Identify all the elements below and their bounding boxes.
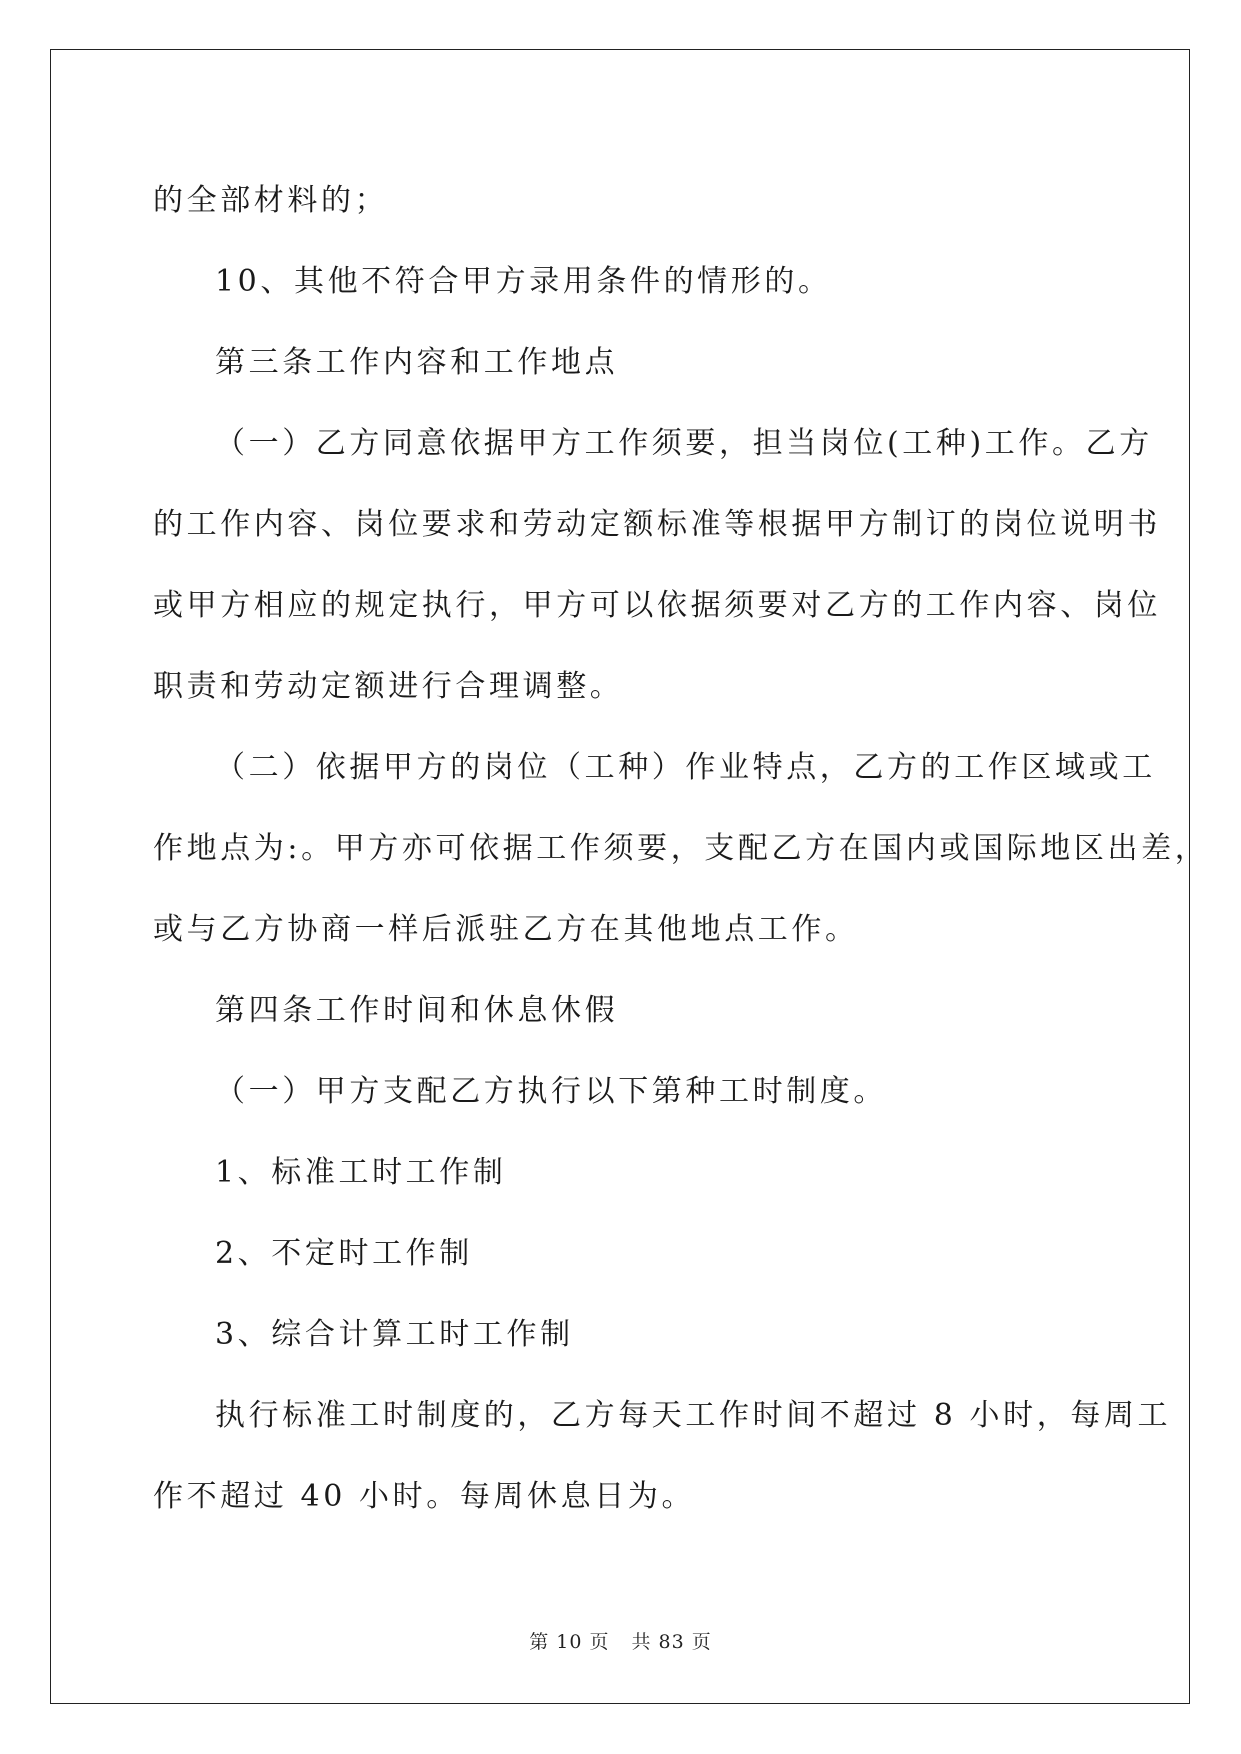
list-item: 3、综合计算工时工作制 <box>215 1317 574 1352</box>
list-item: 1、标准工时工作制 <box>215 1155 507 1190</box>
paragraph-line: （二）依据甲方的岗位（工种）作业特点，乙方的工作区域或工 <box>215 750 1156 785</box>
paragraph-line: 作不超过 40 小时。每周休息日为。 <box>153 1479 696 1514</box>
page-total: 共 83 页 <box>631 1631 712 1653</box>
paragraph-line: 或甲方相应的规定执行，甲方可以依据须要对乙方的工作内容、岗位 <box>153 588 1161 623</box>
document-body <box>153 160 1209 1537</box>
section-heading: 第三条工作内容和工作地点 <box>215 345 619 380</box>
section-heading: 第四条工作时间和休息休假 <box>215 993 619 1028</box>
page-footer <box>0 1627 1241 1654</box>
paragraph-line: 作地点为:。甲方亦可依据工作须要，支配乙方在国内或国际地区出差， <box>153 831 1209 866</box>
paragraph-line: （一）乙方同意依据甲方工作须要，担当岗位(工种)工作。乙方 <box>215 426 1153 461</box>
list-item: 2、不定时工作制 <box>215 1236 473 1271</box>
page-number: 第 10 页 <box>529 1631 610 1653</box>
paragraph-line: 10、其他不符合甲方录用条件的情形的。 <box>215 264 832 299</box>
paragraph-line: 职责和劳动定额进行合理调整。 <box>153 669 624 704</box>
paragraph-line: 或与乙方协商一样后派驻乙方在其他地点工作。 <box>153 912 859 947</box>
paragraph-line: （一）甲方支配乙方执行以下第种工时制度。 <box>215 1074 887 1109</box>
paragraph-line: 的工作内容、岗位要求和劳动定额标准等根据甲方制订的岗位说明书 <box>153 507 1161 542</box>
paragraph-line: 执行标准工时制度的，乙方每天工作时间不超过 8 小时，每周工 <box>215 1398 1172 1433</box>
paragraph-line: 的全部材料的； <box>153 183 389 218</box>
